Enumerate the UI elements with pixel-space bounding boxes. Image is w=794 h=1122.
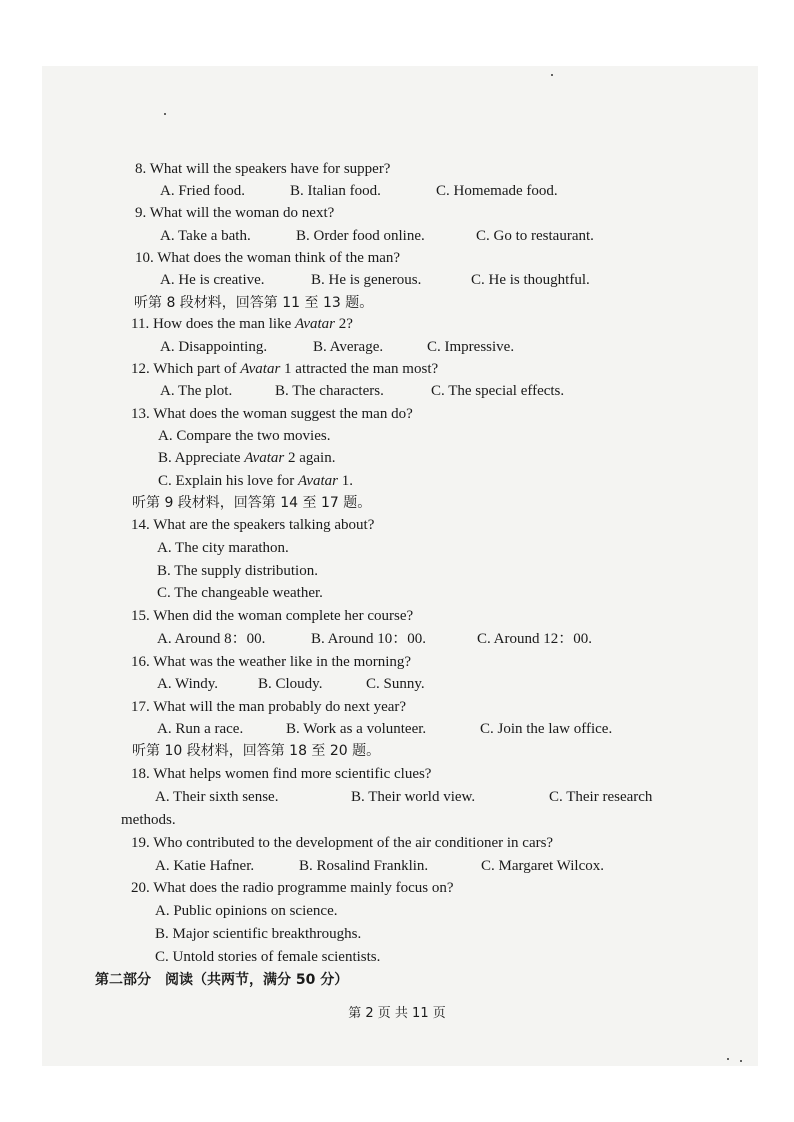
question-16-option-a: A. Windy. bbox=[157, 676, 219, 692]
question-8-option-a: A. Fried food. bbox=[160, 183, 245, 199]
question-11-option-b: B. Average. bbox=[313, 339, 384, 355]
question-18-option-b: B. Their world view. bbox=[351, 789, 476, 805]
question-19-stem: 19. Who contributed to the development of the air conditioner in cars? bbox=[131, 835, 554, 851]
question-16-option-c: C. Sunny. bbox=[366, 676, 425, 692]
question-15-option-a: A. Around 8：00. bbox=[157, 631, 266, 647]
question-12-option-a: A. The plot. bbox=[160, 383, 233, 399]
question-14-option-c: C. The changeable weather. bbox=[157, 585, 323, 601]
scan-speck bbox=[727, 1058, 729, 1060]
question-8-stem: 8. What will the speakers have for supper? bbox=[135, 161, 391, 177]
question-17-option-b: B. Work as a volunteer. bbox=[286, 721, 427, 737]
question-13-option-b: B. Appreciate Avatar 2 again. bbox=[158, 450, 336, 466]
question-19-option-b: B. Rosalind Franklin. bbox=[299, 858, 429, 874]
question-13-option-a: A. Compare the two movies. bbox=[158, 428, 331, 444]
question-9-option-b: B. Order food online. bbox=[296, 228, 425, 244]
question-20-option-b: B. Major scientific breakthroughs. bbox=[155, 926, 362, 942]
question-16-stem: 16. What was the weather like in the morning? bbox=[131, 654, 412, 670]
question-12-option-c: C. The special effects. bbox=[431, 383, 565, 399]
question-9-option-c: C. Go to restaurant. bbox=[476, 228, 594, 244]
question-8-option-c: C. Homemade food. bbox=[436, 183, 558, 199]
scan-speck bbox=[164, 113, 166, 115]
section-heading-10: 听第 10 段材料，回答第 18 至 20 题。 bbox=[132, 743, 381, 759]
part-two-heading: 第二部分 阅读（共两节，满分 50 分） bbox=[95, 972, 349, 988]
question-20-option-c: C. Untold stories of female scientists. bbox=[155, 949, 381, 965]
question-12-stem: 12. Which part of Avatar 1 attracted the man most? bbox=[131, 361, 439, 377]
question-11-option-c: C. Impressive. bbox=[427, 339, 515, 355]
question-19-option-c: C. Margaret Wilcox. bbox=[481, 858, 604, 874]
scan-speck bbox=[551, 74, 553, 76]
page-number: 第 2 页 共 11 页 bbox=[348, 1006, 446, 1021]
question-14-option-b: B. The supply distribution. bbox=[157, 563, 318, 579]
question-8-option-b: B. Italian food. bbox=[290, 183, 381, 199]
question-20-stem: 20. What does the radio programme mainly focus on? bbox=[131, 880, 454, 896]
question-10-stem: 10. What does the woman think of the man? bbox=[135, 250, 401, 266]
question-19-option-a: A. Katie Hafner. bbox=[155, 858, 255, 874]
question-11-option-a: A. Disappointing. bbox=[160, 339, 268, 355]
question-9-stem: 9. What will the woman do next? bbox=[135, 205, 335, 221]
question-17-option-c: C. Join the law office. bbox=[480, 721, 613, 737]
question-20-option-a: A. Public opinions on science. bbox=[155, 903, 338, 919]
question-11-stem: 11. How does the man like Avatar 2? bbox=[131, 316, 353, 332]
section-heading-9: 听第 9 段材料，回答第 14 至 17 题。 bbox=[132, 495, 372, 511]
question-14-stem: 14. What are the speakers talking about? bbox=[131, 517, 375, 533]
question-18-option-a: A. Their sixth sense. bbox=[155, 789, 279, 805]
scan-speck bbox=[740, 1060, 742, 1062]
question-13-option-c: C. Explain his love for Avatar 1. bbox=[158, 473, 353, 489]
question-13-stem: 13. What does the woman suggest the man do? bbox=[131, 406, 413, 422]
question-17-stem: 17. What will the man probably do next year? bbox=[131, 699, 407, 715]
question-18-stem: 18. What helps women find more scientific clues? bbox=[131, 766, 432, 782]
question-14-option-a: A. The city marathon. bbox=[157, 540, 289, 556]
question-10-option-a: A. He is creative. bbox=[160, 272, 265, 288]
question-9-option-a: A. Take a bath. bbox=[160, 228, 251, 244]
question-10-option-b: B. He is generous. bbox=[311, 272, 422, 288]
question-15-option-b: B. Around 10：00. bbox=[311, 631, 427, 647]
question-18-option-c: C. Their research bbox=[549, 789, 653, 805]
question-15-stem: 15. When did the woman complete her course? bbox=[131, 608, 414, 624]
question-18-option-c-continued: methods. bbox=[121, 812, 176, 828]
question-16-option-b: B. Cloudy. bbox=[258, 676, 323, 692]
question-12-option-b: B. The characters. bbox=[275, 383, 384, 399]
question-15-option-c: C. Around 12：00. bbox=[477, 631, 593, 647]
section-heading-8: 听第 8 段材料，回答第 11 至 13 题。 bbox=[134, 295, 374, 311]
question-17-option-a: A. Run a race. bbox=[157, 721, 244, 737]
question-10-option-c: C. He is thoughtful. bbox=[471, 272, 590, 288]
